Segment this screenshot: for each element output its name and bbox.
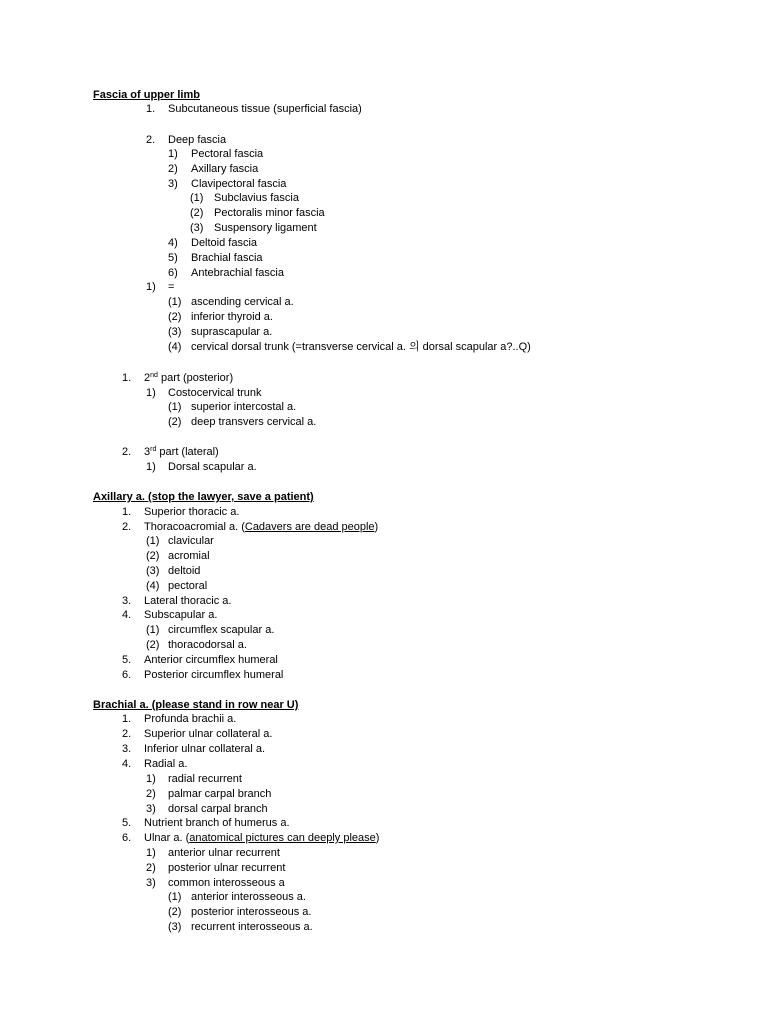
list-marker: 1. <box>122 506 132 518</box>
item-text: Costocervical trunk <box>168 387 262 399</box>
list-marker: 1) <box>146 847 156 859</box>
list-marker: (2) <box>146 550 160 562</box>
list-marker: 1) <box>146 461 156 473</box>
item-text: Subcutaneous tissue (superficial fascia) <box>168 103 362 115</box>
item-text: anterior interosseous a. <box>191 891 306 903</box>
list-marker: (1) <box>168 891 182 903</box>
list-marker: 1) <box>168 148 178 160</box>
list-marker: 3. <box>122 595 132 607</box>
heading-text: Brachial a. (please stand in row near U) <box>93 699 299 711</box>
mnemonic-text: Cadavers are dead people <box>244 521 375 533</box>
item-text-part: Ulnar a. ( <box>144 832 190 844</box>
item-text <box>144 520 378 535</box>
item-text: acromial <box>168 550 210 562</box>
list-marker: 5. <box>122 817 132 829</box>
item-text: superior intercostal a. <box>191 401 297 413</box>
item-text: Subclavius fascia <box>214 192 299 204</box>
item-text: Clavipectoral fascia <box>191 178 287 190</box>
list-marker: 2) <box>146 788 156 800</box>
list-marker: (2) <box>168 416 182 428</box>
item-text: Radial a. <box>144 758 188 770</box>
list-marker: 2. <box>122 521 132 533</box>
list-marker: 1. <box>146 103 156 115</box>
item-text: cervical dorsal trunk (=transverse cervical a. 의 dorsal scapular a?..Q) <box>191 341 531 353</box>
list-marker: 1) <box>146 387 156 399</box>
list-marker: 3. <box>122 743 132 755</box>
item-text: dorsal carpal branch <box>168 803 268 815</box>
item-text: Nutrient branch of humerus a. <box>144 817 290 829</box>
list-marker: (2) <box>168 906 182 918</box>
list-marker: (3) <box>190 222 204 234</box>
list-marker: 4. <box>122 758 132 770</box>
item-text: Inferior ulnar collateral a. <box>144 743 266 755</box>
list-marker: (1) <box>146 535 160 547</box>
item-text-part: part (lateral) <box>156 446 219 458</box>
item-text: Posterior circumflex humeral <box>144 669 284 681</box>
list-marker: (3) <box>168 921 182 933</box>
item-text: Subscapular a. <box>144 609 218 621</box>
item-text: thoracodorsal a. <box>168 639 247 651</box>
item-text: anterior ulnar recurrent <box>168 847 280 859</box>
item-text: suprascapular a. <box>191 326 273 338</box>
list-marker: 2) <box>168 163 178 175</box>
list-marker: 6) <box>168 267 178 279</box>
list-marker: 6. <box>122 832 132 844</box>
item-text: Deltoid fascia <box>191 237 258 249</box>
item-text: posterior interosseous a. <box>191 906 312 918</box>
item-text: Pectoralis minor fascia <box>214 207 325 219</box>
item-text: Superior thoracic a. <box>144 506 240 518</box>
item-text: recurrent interosseous a. <box>191 921 313 933</box>
item-text: Pectoral fascia <box>191 148 264 160</box>
item-text-part: 2 <box>144 372 151 384</box>
list-marker: 5. <box>122 654 132 666</box>
heading-text: Fascia of upper limb <box>93 89 200 101</box>
list-marker: 1) <box>146 281 156 293</box>
list-marker: 3) <box>146 877 156 889</box>
ordinal-suffix: nd <box>150 372 158 379</box>
list-marker: 2. <box>122 728 132 740</box>
list-marker: 2. <box>146 134 156 146</box>
item-text: Dorsal scapular a. <box>168 461 257 473</box>
item-text: Axillary fascia <box>191 163 259 175</box>
ordinal-suffix: rd <box>150 446 157 453</box>
item-text: Suspensory ligament <box>214 222 317 234</box>
item-text: Brachial fascia <box>191 252 263 264</box>
list-marker: (3) <box>168 326 182 338</box>
item-text: deltoid <box>168 565 201 577</box>
list-marker: (1) <box>146 624 160 636</box>
list-marker: (1) <box>168 296 182 308</box>
item-text-part: part (posterior) <box>157 372 234 384</box>
item-text <box>144 445 219 460</box>
list-marker: 3) <box>146 803 156 815</box>
item-text: deep transvers cervical a. <box>191 416 317 428</box>
item-text: Deep fascia <box>168 134 227 146</box>
item-text-part: Thoracoacromial a. ( <box>144 521 245 533</box>
item-text: Profunda brachii a. <box>144 713 237 725</box>
item-text: Superior ulnar collateral a. <box>144 728 273 740</box>
list-marker: (3) <box>146 565 160 577</box>
item-text <box>144 371 233 386</box>
list-marker: 2. <box>122 446 132 458</box>
item-text: Anterior circumflex humeral <box>144 654 278 666</box>
item-text: Lateral thoracic a. <box>144 595 232 607</box>
list-marker: (1) <box>168 401 182 413</box>
list-marker: 2) <box>146 862 156 874</box>
item-text: inferior thyroid a. <box>191 311 273 323</box>
item-text: Antebrachial fascia <box>191 267 284 279</box>
item-text: circumflex scapular a. <box>168 624 275 636</box>
list-marker: (2) <box>168 311 182 323</box>
item-text: clavicular <box>168 535 214 547</box>
list-marker: (2) <box>146 639 160 651</box>
list-marker: 1. <box>122 372 132 384</box>
list-marker: (1) <box>190 192 204 204</box>
item-text-part: 3 <box>144 446 151 458</box>
item-text-part: ) <box>375 832 380 844</box>
item-text: common interosseous a <box>168 877 285 889</box>
list-marker: (4) <box>146 580 160 592</box>
item-text: palmar carpal branch <box>168 788 272 800</box>
item-text-part: ) <box>374 521 379 533</box>
item-text: ascending cervical a. <box>191 296 294 308</box>
list-marker: 1) <box>146 773 156 785</box>
item-text: = <box>168 281 175 293</box>
list-marker: (2) <box>190 207 204 219</box>
item-text: pectoral <box>168 580 208 592</box>
list-marker: 1. <box>122 713 132 725</box>
list-marker: (4) <box>168 341 182 353</box>
list-marker: 3) <box>168 178 178 190</box>
list-marker: 5) <box>168 252 178 264</box>
item-text <box>144 831 379 846</box>
list-marker: 4. <box>122 609 132 621</box>
mnemonic-text: anatomical pictures can deeply please <box>189 832 376 844</box>
list-marker: 6. <box>122 669 132 681</box>
item-text: radial recurrent <box>168 773 242 785</box>
item-text: posterior ulnar recurrent <box>168 862 286 874</box>
heading-text: Axillary a. (stop the lawyer, save a patient) <box>93 491 314 503</box>
list-marker: 4) <box>168 237 178 249</box>
